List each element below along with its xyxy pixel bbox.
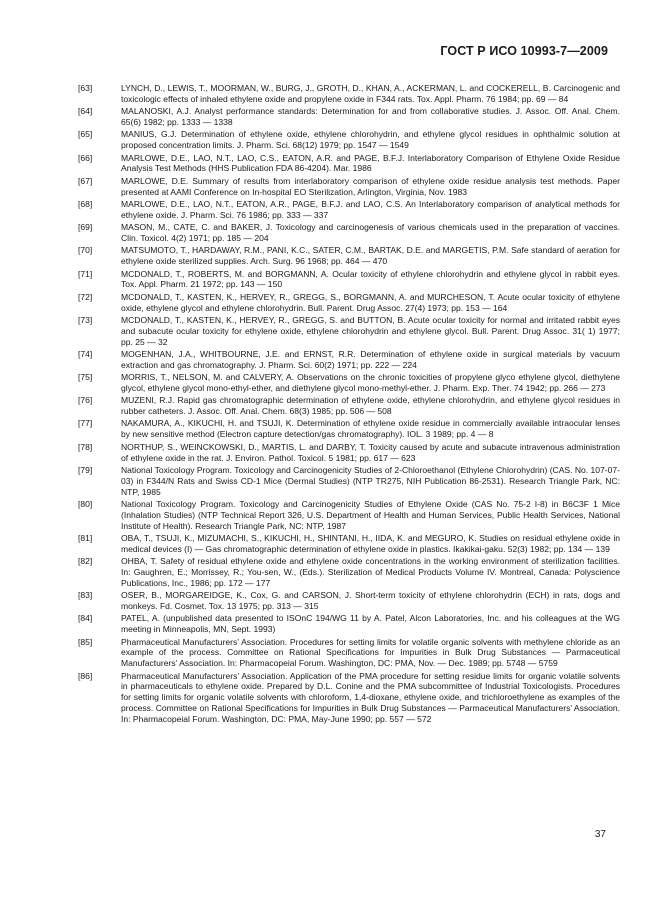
reference-item <box>78 199 620 221</box>
reference-list <box>78 83 620 726</box>
reference-number: [69] <box>78 222 93 233</box>
reference-number: [65] <box>78 129 93 140</box>
reference-number: [76] <box>78 395 93 406</box>
reference-item <box>78 292 620 314</box>
reference-number: [74] <box>78 348 93 359</box>
reference-number: [72] <box>78 291 93 302</box>
reference-number: [63] <box>78 83 93 93</box>
reference-text: MALANOSKI, A.J. Analyst performance standards: Determination for and from collaborative studies. J. Assoc. Off. Anal. Chem. 65(6) 1982; pp. 1333 — 1338 <box>121 106 620 128</box>
reference-number: [70] <box>78 245 93 256</box>
reference-number: [79] <box>78 464 93 475</box>
reference-text: MCDONALD, T., ROBERTS, M. and BORGMANN, A. Ocular toxicity of ethylene chlorohydrin and ethylene glycol in rabbit eyes. Tox. Appl. Pharm. 21 1972; pp. 143 — 150 <box>121 268 620 290</box>
reference-item <box>78 176 620 198</box>
reference-item <box>78 442 620 464</box>
reference-item <box>78 222 620 244</box>
reference-item <box>78 533 620 555</box>
reference-text: NAKAMURA, A., KIKUCHI, H. and TSUJI, K. Determination of ethylene oxide residue in commercially available intraocular lenses by new sensitive method (Electron capture detection/gas chromatography). IOL. 3 1989; pp. 4 — 8 <box>121 418 620 440</box>
reference-number: [78] <box>78 441 93 452</box>
reference-number: [64] <box>78 106 93 117</box>
reference-number: [83] <box>78 590 93 601</box>
reference-text: MCDONALD, T., KASTEN, K., HERVEY, R., GREGG, S., BORGMANN, A. and MURCHESON, T. Acute ocular toxicity of ethylene oxide, ethylene glycol and ethylene chlorohydrin. Bull. Parent. Drug Assoc. 27(4) 1973; pp. 153 — 164 <box>121 291 620 313</box>
reference-text: National Toxicology Program. Toxicology and Carcinogenicity Studies of 2-Chloroethanol (Ethylene Chlorohydrin) (CAS. No. 107-07-03) in F344/N Rats and Swiss CD-1 Mice (Dermal Studies) (NTP TR275, NIH Publication 86-2531). Research Triangle Park, NC: NTP, 1985 <box>121 464 620 497</box>
reference-text: Pharmaceutical Manufacturers’ Association. Application of the PMA procedure for setting residue limits for organic volatile solvents in pharmaceuticals to ethylene oxide. Prepared by D.L. Conine and the PMA subcommittee of Industrial Toxicologists. Procedures for setting limits for organic volatile solvents with chloroform, 1,4-dioxane, ethylene oxide, and trichloroethylene as examples of the process. Committee on Rational Specifications for Impurities in Bulk Drug Substances — Parmaceutical Manufacturers’ Association. In: Pharmacopeial Forum. Washington, DC: PMA, May-June 1990; pp. 557 — 572 <box>121 670 620 724</box>
reference-text: OSER, B., MORGAREIDGE, K., Cox, G. and CARSON, J. Short-term toxicity of ethylene chlorohydrin (ECH) in rats, dogs and monkeys. Fd. Cosmet. Tox. 13 1975; pp. 313 — 315 <box>121 590 620 611</box>
reference-item <box>78 153 620 175</box>
reference-number: [71] <box>78 268 93 279</box>
reference-number: [77] <box>78 418 93 429</box>
reference-item <box>78 637 620 670</box>
reference-text: MCDONALD, T., KASTEN, K., HERVEY, R., GREGG, S. and BUTTON, B. Acute ocular toxicity for normal and irritated rabbit eyes and subacute ocular toxicity for ethylene oxide, ethylene chlorohydrin and ethylene glycol. Bull. Parent. Drug Assoc. 31( 1) 1977; pp. 25 — 32 <box>121 314 620 347</box>
reference-text: LYNCH, D., LEWIS, T., MOORMAN, W., BURG, J., GROTH, D., KHAN, A., ACKERMAN, L. and COCKERELL, B. Carcinogenic and toxicologic effects of inhaled ethylene oxide and propylene oxide in F344 rats. Tox. Appl. Pharm. 76 1984; pp. 69 — 84 <box>121 83 620 104</box>
reference-text: PATEL, A. (unpublished data presented to ISOnC 194/WG 11 by A. Patel, Alcon Laboratories, Inc. and his colleagues at the WG meeting in Minneapolis, MN, Sept. 1993) <box>121 613 620 635</box>
reference-item <box>78 418 620 440</box>
reference-item <box>78 499 620 532</box>
reference-item <box>78 395 620 417</box>
reference-number: [85] <box>78 636 93 647</box>
reference-number: [73] <box>78 314 93 325</box>
reference-text: MARLOWE, D.E. Summary of results from interlaboratory comparison of ethylene oxide residue analysis test methods. Paper presented at AAMI Conference on In-hospital EO Sterilization, Arlington, Virginia, Nov. 1983 <box>121 175 620 197</box>
page-number: 37 <box>594 829 606 840</box>
reference-number: [84] <box>78 613 93 624</box>
reference-text: MATSUMOTO, T., HARDAWAY, R.M., PANI, K.C., SATER, C.M., BARTAK, D.E. and MARGETIS, P.M. Safe standard of aeration for ethylene oxide sterilized supplies. Arch. Surg. 96 1968; pp. 464 — 470 <box>121 245 620 267</box>
reference-item <box>78 590 620 612</box>
reference-number: [82] <box>78 556 93 567</box>
reference-text: MARLOWE, D.E., LAO, N.T., LAO, C.S., EATON, A.R. and PAGE, B.F.J. Interlaboratory Comparison of Ethylene Oxide Residue Analysis Test Methods (HHS Publication FDA 86-4204). Mar. 1986 <box>121 152 620 174</box>
reference-item <box>78 671 620 725</box>
reference-item <box>78 556 620 589</box>
reference-item <box>78 83 620 105</box>
reference-number: [80] <box>78 498 93 509</box>
reference-item <box>78 129 620 151</box>
reference-text: OBA, T., TSUJI, K., MIZUMACHI, S., KIKUCHI, H., SHINTANI, H., IIDA, K. and MEGURO, K. Studies on residual ethylene oxide in medical devices (I) — Gas chromatographic determination of ethylene oxide in plastics. Ikakikai-gaku. 52(3) 1982; pp. 134 — 139 <box>121 532 620 554</box>
reference-text: MASON, M., CATE, C. and BAKER, J. Toxicology and carcinogenesis of various chemicals used in the preparation of vaccines. Clin. Toxicol. 4(2) 1971; pp. 185 — 204 <box>121 222 620 243</box>
reference-number: [68] <box>78 198 93 209</box>
reference-item <box>78 315 620 348</box>
reference-text: National Toxicology Program. Toxicology and Carcinogenicity Studies of Ethylene Oxide (CAS No. 75-2 I-8) in B6C3F 1 Mice (Inhalation Studies) (NTP Technical Report 326, U.S. Department of Health and Human Services, Public Health Services, National Institute of Health). Research Triangle Park, NC: NTP, 1987 <box>121 498 620 531</box>
reference-number: [86] <box>78 670 93 681</box>
reference-text: OHBA, T. Safety of residual ethylene oxide and ethylene oxide concentrations in the working environment of sterilization facilities. In: Gaughren, E.; Morrissey, R.; You-sen, W., (Eds.). Sterilization of Medical Products Volume IV. Montreal, Canada: Polyscience Publications, Inc., 1986; pp. 172 — 177 <box>121 556 620 588</box>
reference-item <box>78 465 620 498</box>
reference-item <box>78 245 620 267</box>
reference-item <box>78 613 620 635</box>
reference-item <box>78 372 620 394</box>
reference-item <box>78 269 620 291</box>
document-header: ГОСТ Р ИСО 10993-7—2009 <box>440 44 608 58</box>
reference-item <box>78 106 620 128</box>
reference-text: MANIUS, G.J. Determination of ethylene oxide, ethylene chlorohydrin, and ethylene glycol residues in ophthalmic solution at proposed concentration limits. J. Pharm. Sci. 68(12) 1979; pp. 1547 — 1549 <box>121 129 620 151</box>
reference-number: [67] <box>78 175 93 186</box>
reference-text: MARLOWE, D.E., LAO, N.T., EATON, A.R., PAGE, B.F.J. and LAO, C.S. An Interlaboratory comparison of analytical methods for ethylene oxide. J. Pharm. Sci. 76 1986; pp. 333 — 337 <box>121 198 620 220</box>
reference-text: MUZENI, R.J. Rapid gas chromatographic determination of ethylene oxide, ethylene chlorohydrin, and ethylene glycol residues in rubber catheters. J. Assoc. Off. Anal. Chem. 68(3) 1985; pp. 506 — 508 <box>121 395 620 417</box>
reference-number: [75] <box>78 372 93 383</box>
reference-text: NORTHUP, S., WEINCKOWSKI, D., MARTIS, L. and DARBY, T. Toxicity caused by acute and subacute intravenous administration of ethylene oxide in the rat. J. Environ. Pathol. Toxicol. 5 1981; pp. 617 — 623 <box>121 441 620 463</box>
reference-number: [81] <box>78 532 93 543</box>
reference-number: [66] <box>78 152 93 163</box>
reference-text: MOGENHAN, J.A., WHITBOURNE, J.E. and ERNST, R.R. Determination of ethylene oxide in surgical materials by vacuum extraction and gas chromatography. J. Pharm. Sci. 60(2) 1971; pp. 222 — 224 <box>121 348 620 370</box>
reference-text: Pharmaceutical Manufacturers’ Association. Procedures for setting limits for volatile organic solvents with methylene chloride as an example of the process. Committee on Rational Specifications for Impurities in Bulk Drug Substances — Parmaceutical Manufacturers’ Association. In: Pharmacopeial Forum. Washington, DC: PMA, Nov. — Dec. 1989; pp. 5748 — 5759 <box>121 636 620 669</box>
reference-item <box>78 349 620 371</box>
reference-text: MORRIS, T., NELSON, M. and CALVERY, A. Observations on the chronic toxicities of propylene glyco ethylene glycol, diethylene glycol, ethylene glycol mono-ethyl-ether, and diethylene glycol mono-methyl-ether. J. Pharm. Exp. Ther. 74 1942; pp. 266 — 273 <box>121 372 620 393</box>
